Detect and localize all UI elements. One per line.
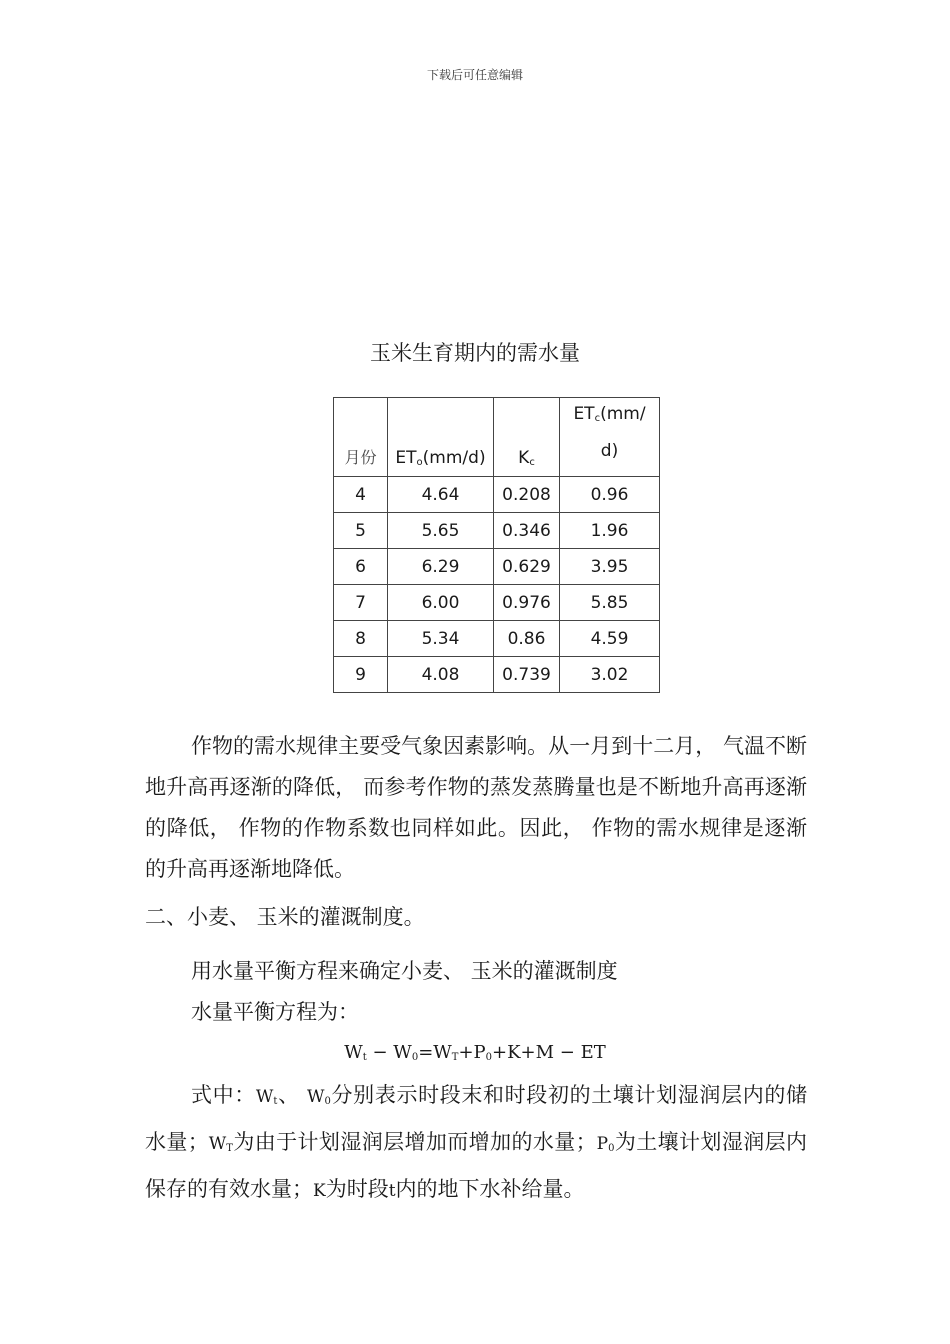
cell-eto: 5.34 xyxy=(388,621,494,657)
page-header: 下载后可任意编辑 xyxy=(426,68,523,82)
cell-eto: 5.65 xyxy=(388,513,494,549)
cell-kc: 0.346 xyxy=(494,513,560,549)
cell-etc: 4.59 xyxy=(560,621,660,657)
header-etc: $ET_c(mm/$ d) xyxy=(560,398,660,477)
cell-month: 4 xyxy=(334,477,388,513)
paragraph-water-demand: 作物的需水规律主要受气象因素影响。从一月到十二月， 气温不断地升高再逐渐的降低， 而参考作物的蒸发蒸腾量也是不断地升高再逐渐的降低， 作物的作物系数也同样如此。因此， 作物的需水规律是逐渐的升高再逐渐地降低。 xyxy=(145,734,807,881)
header-eto: $ET_o(mm/d)$ xyxy=(388,398,494,477)
water-demand-table xyxy=(333,397,660,693)
cell-month: 8 xyxy=(334,621,388,657)
cell-month: 6 xyxy=(334,549,388,585)
table-row xyxy=(334,477,660,513)
cell-etc: 3.95 xyxy=(560,549,660,585)
cell-month: 9 xyxy=(334,657,388,693)
header-month: 月份 xyxy=(334,398,388,477)
table-row xyxy=(334,657,660,693)
cell-eto: 6.29 xyxy=(388,549,494,585)
cell-etc: 3.02 xyxy=(560,657,660,693)
cell-etc: 0.96 xyxy=(560,477,660,513)
cell-kc: 0.739 xyxy=(494,657,560,693)
cell-etc: 1.96 xyxy=(560,513,660,549)
table-row xyxy=(334,621,660,657)
cell-eto: 4.08 xyxy=(388,657,494,693)
cell-kc: 0.629 xyxy=(494,549,560,585)
water-balance-equation: $W_t - W_0=W_T+P_0+K+M$ − ET xyxy=(344,1042,606,1063)
header-kc: $K_c$ xyxy=(494,398,560,477)
table-row xyxy=(334,513,660,549)
cell-kc: 0.976 xyxy=(494,585,560,621)
cell-month: 5 xyxy=(334,513,388,549)
paragraph-equation-explanation: 式中：$W_t$、 $W_0$分别表示时段末和时段初的土壤计划湿润层内的储水量；$W_T$为由于计划湿润层增加而增加的水量；$P_0$为土壤计划湿润层内保存的有效水量；K为时段t内的地下水补给量。 xyxy=(145,1083,808,1201)
cell-month: 7 xyxy=(334,585,388,621)
section-heading: 二、小麦、 玉米的灌溉制度。 xyxy=(145,905,425,929)
cell-etc: 5.85 xyxy=(560,585,660,621)
table-title: 玉米生育期内的需水量 xyxy=(370,341,580,365)
intro-line: 用水量平衡方程来确定小麦、 玉米的灌溉制度 xyxy=(191,959,618,983)
equation-intro: 水量平衡方程为： xyxy=(191,1000,359,1024)
cell-kc: 0.86 xyxy=(494,621,560,657)
table-row xyxy=(334,549,660,585)
cell-kc: 0.208 xyxy=(494,477,560,513)
table-header-row xyxy=(334,398,660,477)
cell-eto: 4.64 xyxy=(388,477,494,513)
table-row xyxy=(334,585,660,621)
cell-eto: 6.00 xyxy=(388,585,494,621)
